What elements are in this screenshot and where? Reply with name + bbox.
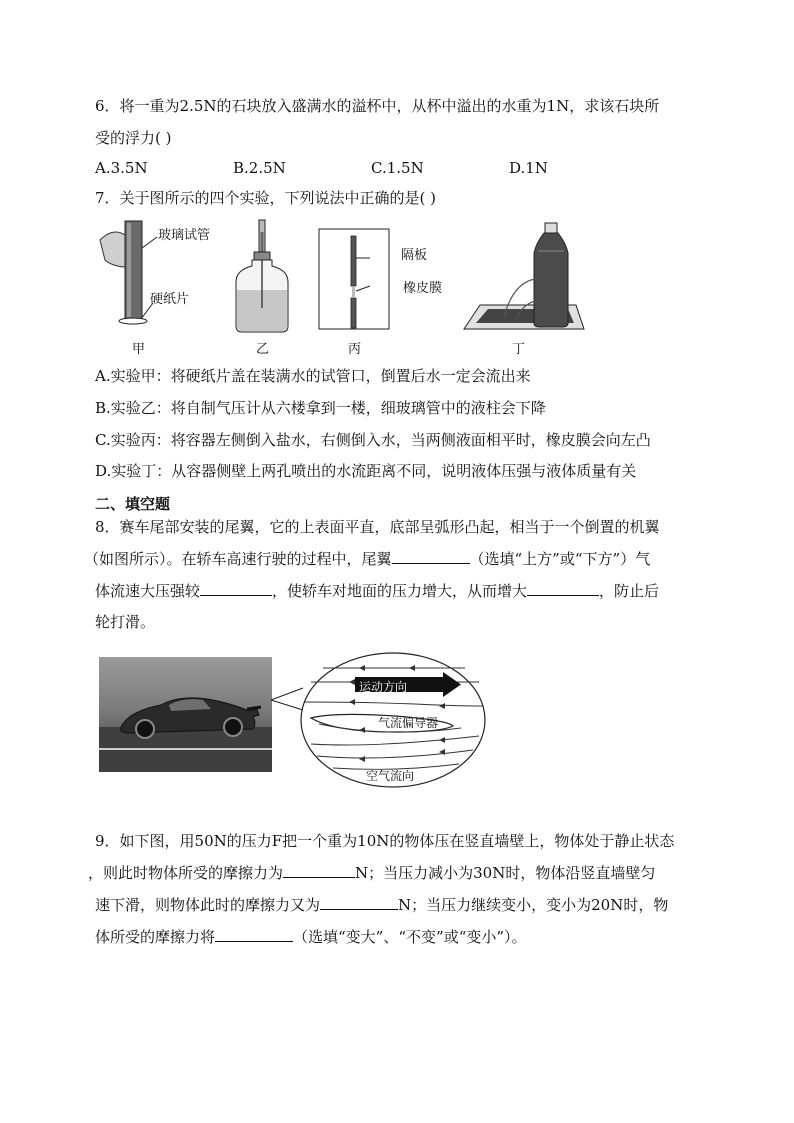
partition bbox=[351, 236, 356, 286]
label-motion-direction: 运动方向 bbox=[359, 680, 408, 694]
q9-stem-line3 bbox=[95, 895, 668, 915]
caption-yi: 乙 bbox=[256, 342, 270, 357]
q8-blank-2[interactable] bbox=[200, 581, 272, 596]
q9-line3-text-a: 速下滑，则物体此时的摩擦力又为 bbox=[95, 896, 321, 914]
q9-line3-text-b: N；当压力继续变小，变小为20N时，物 bbox=[398, 896, 669, 914]
plastic-bottle bbox=[534, 233, 568, 327]
q8-stem-line1: 8．赛车尾部安装的尾翼，它的上表面平直，底部呈弧形凸起，相当于一个倒置的机翼 bbox=[95, 518, 660, 536]
q6-option-d[interactable]: D.1N bbox=[509, 159, 548, 177]
q8-line3-text-b: ，使轿车对地面的压力增大，从而增大 bbox=[272, 582, 528, 600]
q6-stem-line2: 受的浮力( ) bbox=[95, 129, 172, 147]
label-membrane: 橡皮膜 bbox=[403, 281, 443, 296]
q9-line4-text-a: 体所受的摩擦力将 bbox=[95, 928, 216, 946]
q6-stem-line1: 6．将一重为2.5N的石块放入盛满水的溢杯中，从杯中溢出的水重为1N，求该石块所 bbox=[95, 97, 660, 115]
caption-bing: 丙 bbox=[348, 342, 362, 357]
q7-option-c[interactable]: C.实验丙：将容器左侧倒入盐水，右侧倒入水，当两侧液面相平时，橡皮膜会向左凸 bbox=[95, 431, 651, 449]
q9-stem-line2 bbox=[88, 863, 655, 883]
figure-yi-barometer bbox=[232, 218, 294, 336]
q7-option-b[interactable]: B.实验乙：将自制气压计从六楼拿到一楼，细玻璃管中的液柱会下降 bbox=[95, 399, 546, 417]
rear-wheel bbox=[224, 718, 242, 736]
q9-line2-text-b: N；当压力减小为30N时，物体沿竖直墙壁匀 bbox=[355, 864, 656, 882]
q8-stem-line3 bbox=[95, 581, 659, 601]
callout-line-2 bbox=[271, 700, 303, 710]
section-heading-fill-in: 二、填空题 bbox=[95, 495, 171, 513]
q7-stem: 7．关于图所示的四个实验，下列说法中正确的是( ) bbox=[95, 189, 437, 207]
figure-race-car-photo bbox=[99, 657, 272, 772]
paper-card bbox=[119, 318, 147, 324]
q7-option-a[interactable]: A.实验甲：将硬纸片盖在装满水的试管口，倒置后水一定会流出来 bbox=[95, 367, 531, 385]
stopper bbox=[254, 252, 270, 260]
q9-blank-3[interactable] bbox=[215, 927, 293, 942]
label-glass-tube: 玻璃试管 bbox=[158, 228, 211, 243]
caption-jia: 甲 bbox=[132, 342, 146, 357]
q9-stem-line4 bbox=[95, 927, 527, 947]
q8-line3-text-a: 体流速大压强较 bbox=[95, 582, 201, 600]
q8-line2-text-b: （选填“上方”或“下方”）气 bbox=[469, 550, 651, 568]
rubber-membrane bbox=[352, 286, 355, 298]
car-spoiler bbox=[247, 707, 261, 709]
q8-stem-line2 bbox=[84, 549, 650, 569]
q9-blank-1[interactable] bbox=[283, 863, 355, 878]
q6-option-b[interactable]: B.2.5N bbox=[233, 159, 286, 177]
q6-option-a[interactable]: A.3.5N bbox=[95, 159, 148, 177]
callout-line-1 bbox=[271, 688, 303, 700]
label-partition: 隔板 bbox=[401, 248, 428, 263]
caption-ding: 丁 bbox=[512, 342, 526, 357]
q6-option-c[interactable]: C.1.5N bbox=[371, 159, 424, 177]
q8-stem-line4: 轮打滑。 bbox=[95, 613, 156, 631]
label-paper-card: 硬纸片 bbox=[150, 292, 190, 307]
q9-line2-text-a: ，则此时物体所受的摩擦力为 bbox=[88, 864, 284, 882]
q8-blank-1[interactable] bbox=[392, 549, 470, 564]
figure-bing-container bbox=[318, 228, 390, 330]
q8-blank-3[interactable] bbox=[527, 581, 599, 596]
figure-ding-bottle-jets bbox=[458, 221, 590, 337]
label-air-deflector: 气流偏导器 bbox=[378, 716, 439, 730]
front-wheel bbox=[136, 720, 154, 738]
q9-stem-line1: 9．如下图，用50N的压力F把一个重为10N的物体压在竖直墙壁上，物体处于静止状态 bbox=[95, 832, 675, 850]
q7-option-d[interactable]: D.实验丁：从容器侧壁上两孔喷出的水流距离不同，说明液体压强与液体质量有关 bbox=[95, 462, 637, 480]
q8-line3-text-c: ，防止后 bbox=[599, 582, 660, 600]
q9-blank-2[interactable] bbox=[320, 895, 398, 910]
q9-line4-text-b: （选填“变大”、“不变”或“变小”）。 bbox=[293, 928, 527, 946]
label-airflow-direction: 空气流向 bbox=[366, 769, 415, 783]
q8-line2-text-a: （如图所示）。在轿车高速行驶的过程中，尾翼 bbox=[84, 550, 392, 568]
